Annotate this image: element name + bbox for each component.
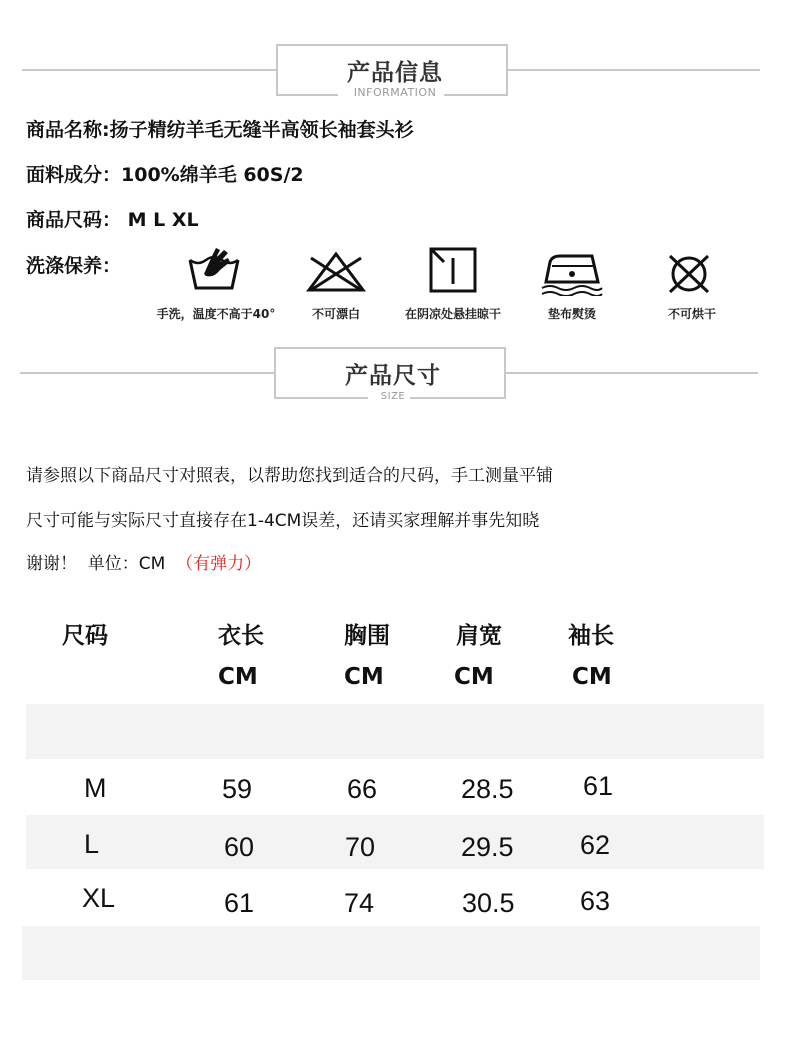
header-chest-unit: CM xyxy=(344,664,384,690)
product-sizes: 商品尺码： M L XL xyxy=(26,209,199,231)
table-stripe xyxy=(22,926,760,980)
size-cell: M xyxy=(84,773,107,803)
product-name: 商品名称:扬子精纺羊毛无缝半高领长袖套头衫 xyxy=(26,119,414,141)
no-tumble-dry-icon xyxy=(664,252,714,296)
length-cell: 60 xyxy=(224,832,255,862)
section-title: 产品尺寸 xyxy=(345,363,441,389)
chest-cell: 66 xyxy=(347,774,378,804)
table-stripe xyxy=(26,815,764,869)
section-subtitle: SIZE xyxy=(380,391,406,402)
note-line-1: 请参照以下商品尺寸对照表，以帮助您找到适合的尺码，手工测量平铺 xyxy=(26,466,553,486)
shoulder-cell: 29.5 xyxy=(461,832,514,862)
hand-wash-icon xyxy=(186,244,242,294)
header-shoulder: 肩宽 xyxy=(456,623,502,649)
section-header-info xyxy=(0,44,790,100)
header-sleeve-unit: CM xyxy=(572,664,612,690)
shoulder-cell: 30.5 xyxy=(462,888,515,918)
note-line-3 xyxy=(26,549,261,574)
header-shoulder-unit: CM xyxy=(454,664,494,690)
size-cell: L xyxy=(84,829,100,859)
length-cell: 59 xyxy=(222,774,253,804)
section-subtitle: INFORMATION xyxy=(353,86,437,99)
shoulder-cell: 28.5 xyxy=(461,774,514,804)
care-label: 不可烘干 xyxy=(667,307,716,321)
care-label: 垫布熨烫 xyxy=(547,307,596,321)
length-cell: 61 xyxy=(224,888,255,918)
chest-cell: 70 xyxy=(345,832,376,862)
fabric-composition: 面料成分：100%绵羊毛 60S/2 xyxy=(26,164,304,186)
header-length-unit: CM xyxy=(218,664,258,690)
sleeve-cell: 63 xyxy=(580,886,611,916)
sleeve-cell: 62 xyxy=(580,830,611,860)
header-sleeve: 袖长 xyxy=(568,623,614,649)
size-cell: XL xyxy=(82,883,116,913)
header-size: 尺码 xyxy=(62,623,108,649)
header-chest: 胸围 xyxy=(344,623,390,649)
note-unit-text: 谢谢！ 单位：CM xyxy=(26,554,177,574)
sleeve-cell: 61 xyxy=(583,771,614,801)
care-label: 手洗，温度不高于40° xyxy=(156,307,276,321)
care-heading: 洗涤保养： xyxy=(26,255,122,277)
section-header-size xyxy=(0,347,790,403)
header-length: 衣长 xyxy=(218,623,264,649)
section-title: 产品信息 xyxy=(347,60,443,86)
note-line-2: 尺寸可能与实际尺寸直接存在1-4CM误差，还请买家理解并事先知晓 xyxy=(26,511,540,531)
iron-with-cloth-icon xyxy=(540,250,604,296)
care-label: 不可漂白 xyxy=(311,307,360,321)
care-label: 在阴凉处悬挂晾干 xyxy=(404,307,501,321)
table-stripe xyxy=(26,704,764,759)
no-bleach-icon xyxy=(305,250,367,294)
shade-hang-dry-icon xyxy=(428,246,478,294)
elastic-note: （有弹力） xyxy=(176,554,262,574)
chest-cell: 74 xyxy=(344,888,375,918)
